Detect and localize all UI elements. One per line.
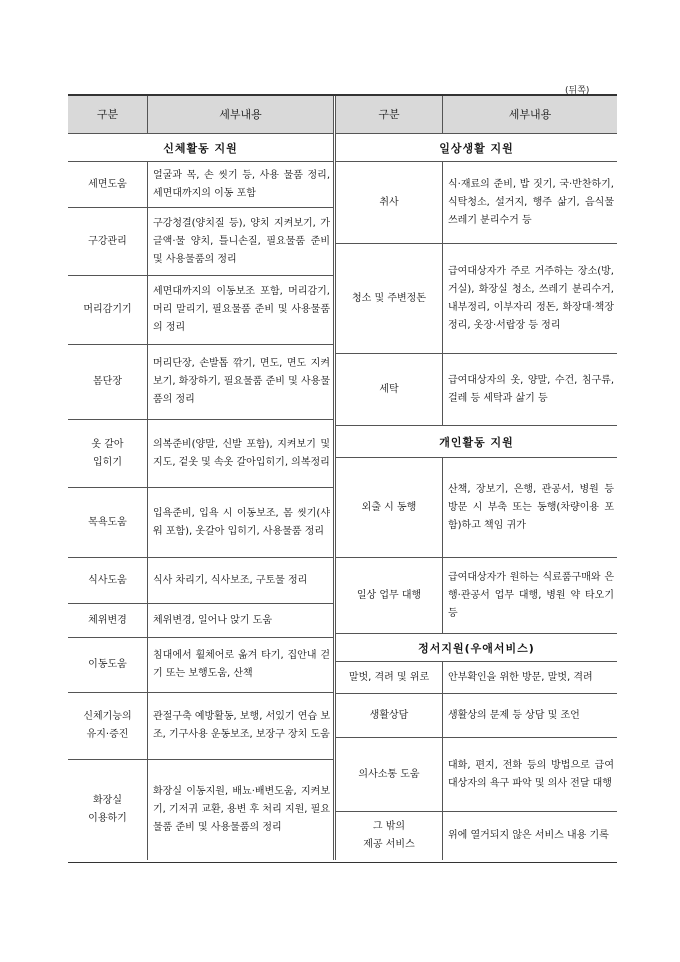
table-row xyxy=(336,458,617,558)
row-detail: 구강청결(양치질 등), 양치 지켜보기, 가글액·물 양치, 틀니손질, 필요물품 준비 및 사용물품의 정리 xyxy=(153,217,330,265)
table-row xyxy=(68,420,333,488)
header-detail: 세부내용 xyxy=(508,107,552,121)
table-row xyxy=(68,760,333,860)
section-title: 신체활동 지원 xyxy=(68,134,333,162)
row-category: 청소 및 주변정돈 xyxy=(336,244,443,353)
row-category: 그 밖의 제공 서비스 xyxy=(336,812,443,860)
section-title: 일상생활 지원 xyxy=(336,134,617,162)
row-category: 머리감기기 xyxy=(68,276,148,344)
row-detail: 식사 차리기, 식사보조, 구토물 정리 xyxy=(153,574,308,586)
page-note: (뒤쪽) xyxy=(565,86,590,96)
row-detail: 급여대상자가 주로 거주하는 장소(방, 거실), 화장실 청소, 쓰레기 분리수거, 내부정리, 이부자리 정돈, 화장대·책장정리, 옷장·서랍장 등 정리 xyxy=(448,265,614,331)
table-row xyxy=(68,488,333,558)
row-detail: 체위변경, 일어나 앉기 도움 xyxy=(153,614,272,626)
row-detail: 얼굴과 목, 손 씻기 등, 사용 물품 정리, 세면대까지의 이동 포함 xyxy=(153,169,330,199)
row-category: 목욕도움 xyxy=(68,488,148,557)
row-detail: 급여대상자의 옷, 양말, 수건, 침구류, 걸레 등 세탁과 삶기 등 xyxy=(448,374,614,404)
row-category: 외출 시 동행 xyxy=(336,458,443,557)
table-row xyxy=(336,694,617,738)
row-category: 생활상담 xyxy=(336,694,443,737)
row-category: 몸단장 xyxy=(68,345,148,419)
table-row xyxy=(68,276,333,345)
row-detail: 식·재료의 준비, 밥 짓기, 국·반찬하기, 식탁청소, 설거지, 행주 삶기, 음식물쓰레기 분리수거 등 xyxy=(448,178,614,226)
header-row xyxy=(336,96,617,134)
row-detail: 의복준비(양말, 신발 포함), 지켜보기 및 지도, 겉옷 및 속옷 갈아입히기, 의복정리 xyxy=(153,438,330,468)
section-title: 개인활동 지원 xyxy=(336,426,617,458)
table-row xyxy=(68,162,333,208)
header-category: 구분 xyxy=(336,96,443,133)
header-category: 구분 xyxy=(68,96,148,133)
header-row xyxy=(68,96,333,134)
table-row xyxy=(68,693,333,760)
section-title: 정서지원(우애서비스) xyxy=(336,634,617,662)
table-row xyxy=(68,558,333,604)
table-row xyxy=(336,354,617,426)
row-category: 세탁 xyxy=(336,354,443,425)
table-row xyxy=(336,812,617,860)
row-category: 의사소통 도움 xyxy=(336,738,443,811)
row-category: 이동도움 xyxy=(68,638,148,692)
service-table xyxy=(68,94,617,863)
row-category: 말벗, 격려 및 위로 xyxy=(336,662,443,693)
row-category: 옷 갈아 입히기 xyxy=(68,420,148,487)
row-detail: 안부확인을 위한 방문, 말벗, 격려 xyxy=(448,671,593,683)
row-detail: 머리단장, 손발톱 깎기, 면도, 면도 지켜 보기, 화장하기, 필요물품 준비 및 사용물품의 정리 xyxy=(153,358,330,405)
row-category: 취사 xyxy=(336,162,443,243)
row-category: 체위변경 xyxy=(68,604,148,637)
table-row xyxy=(336,662,617,694)
row-detail: 대화, 편지, 전화 등의 방법으로 급여대상자의 욕구 파악 및 의사 전달 대행 xyxy=(448,759,614,789)
row-category: 신체기능의 유지·증진 xyxy=(68,693,148,759)
row-category: 구강관리 xyxy=(68,208,148,275)
table-row xyxy=(336,244,617,354)
table-row xyxy=(68,638,333,693)
row-detail: 화장실 이동지원, 배뇨·배변도움, 지켜보기, 기저귀 교환, 용변 후 처리 지원, 필요물품 준비 및 사용물품의 정리 xyxy=(153,786,330,833)
row-category: 세면도움 xyxy=(68,162,148,207)
table-row xyxy=(68,208,333,276)
row-detail: 침대에서 휠체어로 옮겨 타기, 집안내 걷기 또는 보행도움, 산책 xyxy=(153,650,330,679)
row-detail: 관절구축 예방활동, 보행, 서있기 연습 보조, 기구사용 운동보조, 보장구 장치 도움 xyxy=(153,711,330,740)
table-row xyxy=(336,738,617,812)
row-category: 화장실 이용하기 xyxy=(68,760,148,860)
row-detail: 입욕준비, 입욕 시 이동보조, 몸 씻기(샤워 포함), 옷갈아 입히기, 사용물품 정리 xyxy=(153,507,330,537)
row-detail: 생활상의 문제 등 상담 및 조언 xyxy=(448,709,580,721)
row-detail: 세면대까지의 이동보조 포함, 머리감기, 머리 말리기, 필요물품 준비 및 사용물품의 정리 xyxy=(153,286,330,333)
table-row xyxy=(336,162,617,244)
table-row xyxy=(68,345,333,420)
header-detail: 세부내용 xyxy=(219,107,262,121)
table-row xyxy=(68,604,333,638)
row-category: 일상 업무 대행 xyxy=(336,558,443,633)
row-category: 식사도움 xyxy=(68,558,148,603)
row-detail: 급여대상자가 원하는 식료품구매와 은행·관공서 업무 대행, 병원 약 타오기 등 xyxy=(448,571,614,619)
row-detail: 산책, 장보기, 은행, 관공서, 병원 등 방문 시 부축 또는 동행(차량이용 포함)하고 책임 귀가 xyxy=(448,483,614,531)
row-detail: 위에 열거되지 않은 서비스 내용 기록 xyxy=(448,830,609,841)
table-row xyxy=(336,558,617,634)
